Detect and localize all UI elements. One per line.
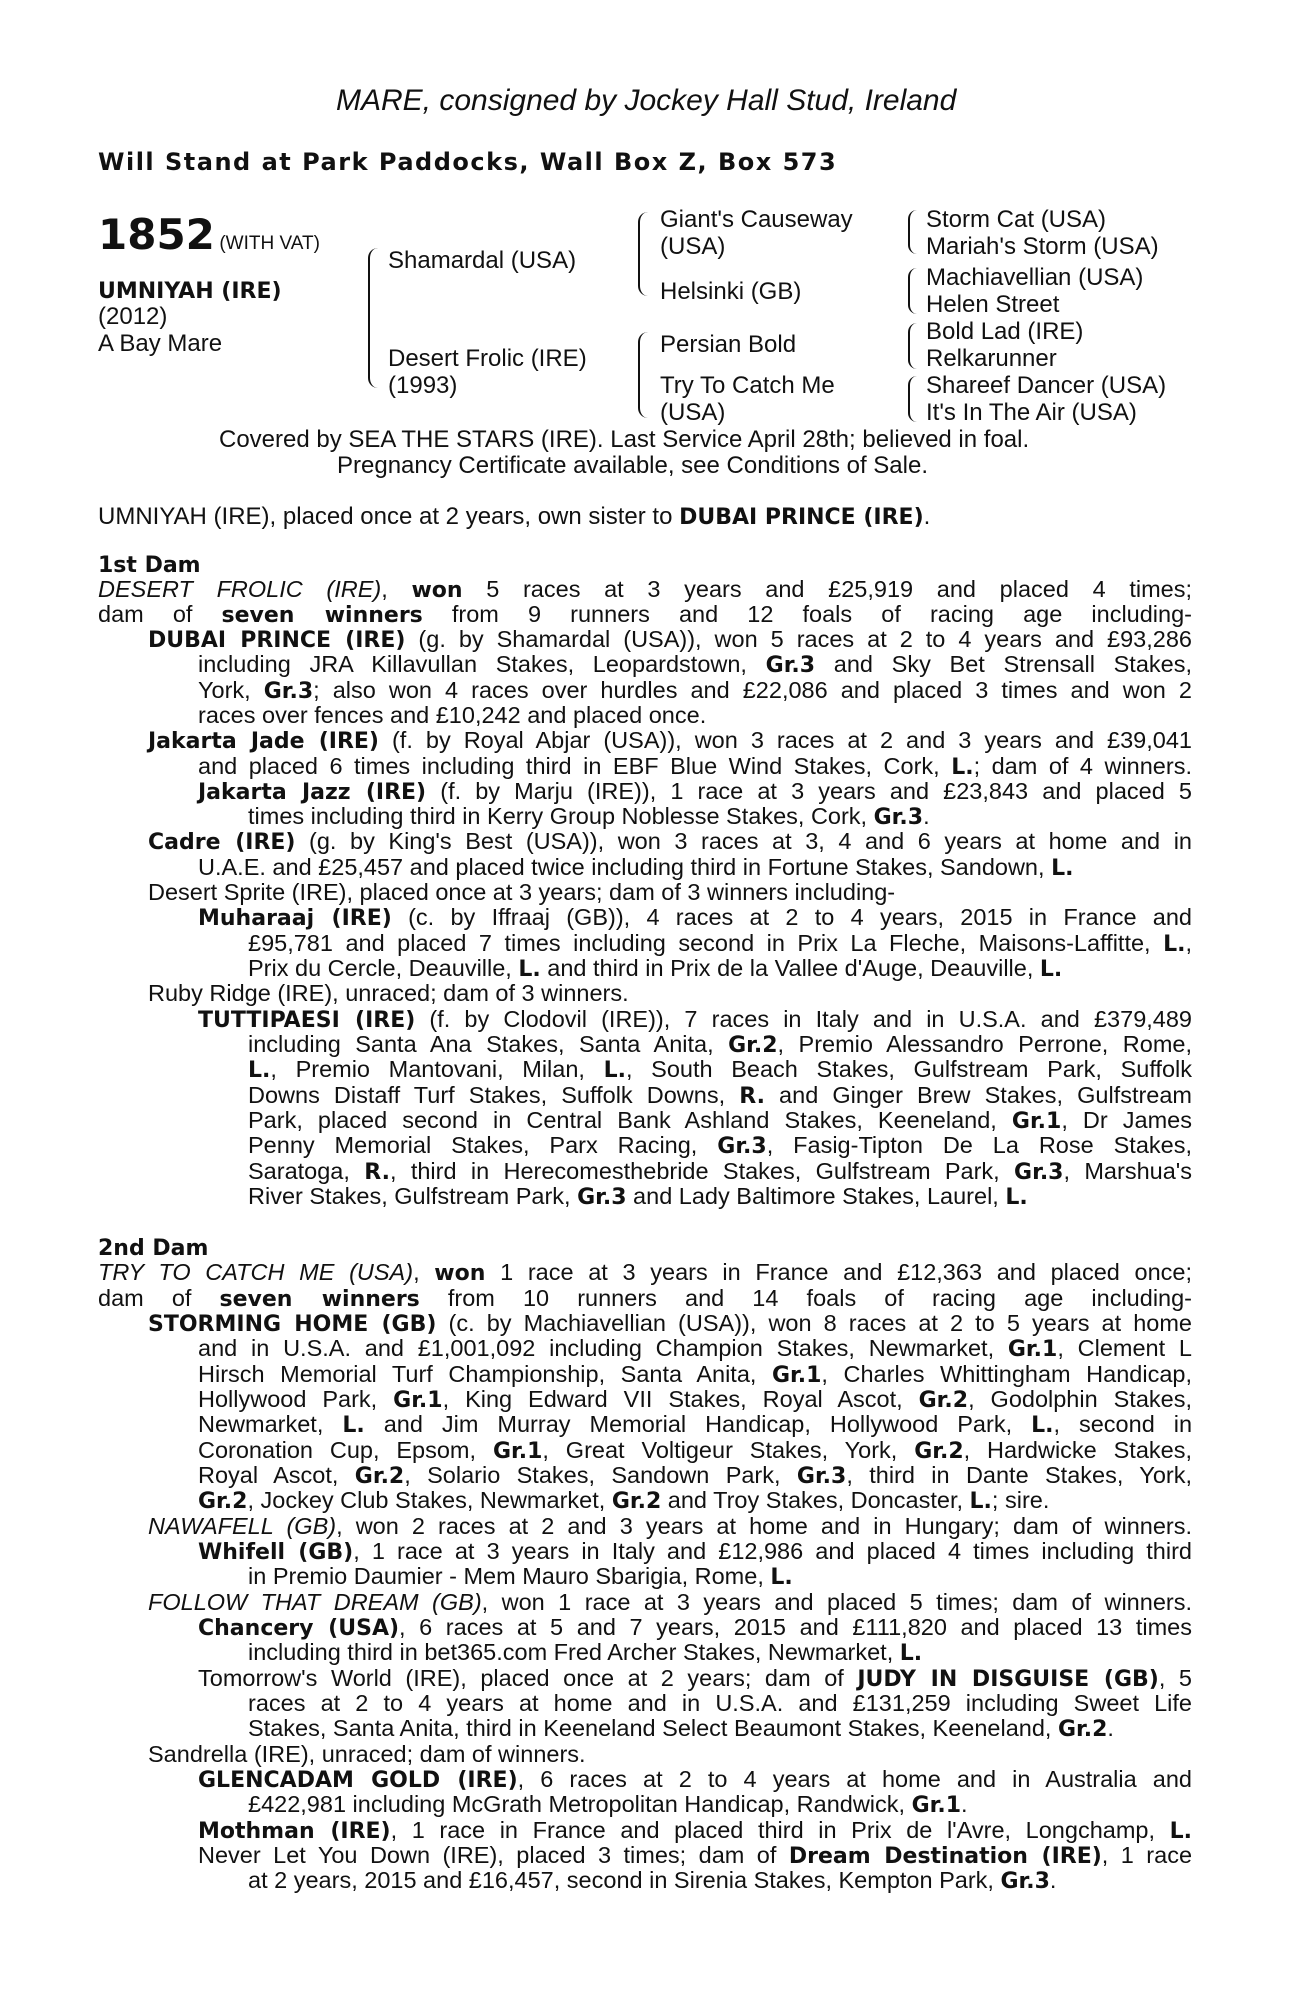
first-dam-line: including JRA Killavullan Stakes, Leopardstown, Gr.3 and Sky Bet Strensall Stakes, <box>198 651 1192 678</box>
first-dam-line: Muharaaj (IRE) (c. by Iffraaj (GB)), 4 races at 2 to 4 years, 2015 in France and <box>198 904 1192 931</box>
first-dam-line: DESERT FROLIC (IRE), won 5 races at 3 years and £25,919 and placed 4 times; <box>98 576 1192 603</box>
first-dam-line: Downs Distaff Turf Stakes, Suffolk Downs, R. and Ginger Brew Stakes, Gulfstream <box>248 1082 1193 1109</box>
second-dam-line: TRY TO CATCH ME (USA), won 1 race at 3 years in France and £12,363 and placed once; <box>98 1259 1193 1286</box>
pedigree-gen3-3: Machiavellian (USA) <box>926 264 1144 291</box>
sire-dam-brace <box>368 248 380 388</box>
second-dam-line: FOLLOW THAT DREAM (GB), won 1 race at 3 years and placed 5 times; dam of winners. <box>148 1589 1192 1615</box>
intro-end: . <box>923 503 931 530</box>
first-dam-line: River Stakes, Gulfstream Park, Gr.3 and Lady Baltimore Stakes, Laurel, L. <box>248 1183 1028 1210</box>
first-dam-line: £95,781 and placed 7 times including second in Prix La Fleche, Maisons-Laffitte, L., <box>248 930 1192 957</box>
covered-note: Covered by SEA THE STARS (IRE). Last Service April 28th; believed in foal. <box>219 426 1030 453</box>
second-dam-line: STORMING HOME (GB) (c. by Machiavellian (USA)), won 8 races at 2 to 5 years at home <box>148 1310 1192 1337</box>
first-dam-line: including Santa Ana Stakes, Santa Anita, Gr.2, Premio Alessandro Perrone, Rome, <box>248 1031 1192 1058</box>
grand-brace-2 <box>908 268 917 314</box>
second-dam-line: Whifell (GB), 1 race at 3 years in Italy and £12,986 and placed 4 times including third <box>198 1538 1192 1565</box>
intro-line <box>98 503 930 531</box>
second-dam-line: £422,981 including McGrath Metropolitan Handicap, Randwick, Gr.1. <box>248 1791 968 1818</box>
first-dam-line: Ruby Ridge (IRE), unraced; dam of 3 winners. <box>148 980 629 1006</box>
pedigree-sire-sire-country: (USA) <box>660 233 726 260</box>
grand-brace-3 <box>908 323 917 369</box>
vat-note: (WITH VAT) <box>219 233 320 254</box>
stand-location: Will Stand at Park Paddocks, Wall Box Z, Box 573 <box>98 148 838 176</box>
horse-name: UMNIYAH (IRE) <box>98 279 282 304</box>
grand-brace-4 <box>908 376 917 422</box>
pedigree-gen3-7: Shareef Dancer (USA) <box>926 372 1167 399</box>
first-dam-heading: 1st Dam <box>98 553 201 578</box>
lot-block <box>98 210 320 259</box>
horse-year: (2012) <box>98 303 168 330</box>
first-dam-line: Cadre (IRE) (g. by King's Best (USA)), won 3 races at 3, 4 and 6 years at home and in <box>148 828 1192 855</box>
second-dam-line: dam of seven winners from 10 runners and 14 foals of racing age including- <box>98 1285 1193 1312</box>
intro-text: UMNIYAH (IRE), placed once at 2 years, own sister to <box>98 503 680 530</box>
first-dam-line: Desert Sprite (IRE), placed once at 3 years; dam of 3 winners including- <box>148 879 896 905</box>
pedigree-gen3-5: Bold Lad (IRE) <box>926 318 1084 345</box>
second-dam-line: Mothman (IRE), 1 race in France and placed third in Prix de l'Avre, Longchamp, L. <box>198 1817 1192 1844</box>
second-dam-heading: 2nd Dam <box>98 1236 209 1261</box>
pedigree-sire-dam: Helsinki (GB) <box>660 278 802 305</box>
second-dam-line: Hollywood Park, Gr.1, King Edward VII Stakes, Royal Ascot, Gr.2, Godolphin Stakes, <box>198 1386 1192 1413</box>
pedigree-dam-sire: Persian Bold <box>660 331 797 358</box>
second-dam-line: and in U.S.A. and £1,001,092 including Champion Stakes, Newmarket, Gr.1, Clement L <box>198 1335 1192 1362</box>
pedigree-gen3-6: Relkarunner <box>926 345 1057 372</box>
second-dam-line: Newmarket, L. and Jim Murray Memorial Handicap, Hollywood Park, L., second in <box>198 1411 1193 1438</box>
first-dam-line: races over fences and £10,242 and placed once. <box>198 702 707 728</box>
second-dam-line: Sandrella (IRE), unraced; dam of winners. <box>148 1741 586 1767</box>
first-dam-line: Prix du Cercle, Deauville, L. and third in Prix de la Vallee d'Auge, Deauville, L. <box>248 955 1063 982</box>
first-dam-line: Park, placed second in Central Bank Ashland Stakes, Keeneland, Gr.1, Dr James <box>248 1107 1192 1134</box>
second-dam-line: at 2 years, 2015 and £16,457, second in Sirenia Stakes, Kempton Park, Gr.3. <box>248 1867 1057 1894</box>
second-dam-line: Coronation Cup, Epsom, Gr.1, Great Voltigeur Stakes, York, Gr.2, Hardwicke Stakes, <box>198 1437 1193 1464</box>
second-dam-line: Tomorrow's World (IRE), placed once at 2 years; dam of JUDY IN DISGUISE (GB), 5 <box>198 1665 1192 1692</box>
intro-bold: DUBAI PRINCE (IRE) <box>679 505 924 530</box>
first-dam-line: York, Gr.3; also won 4 races over hurdles and £22,086 and placed 3 times and won 2 <box>198 677 1192 704</box>
first-dam-line: Saratoga, R., third in Herecomesthebride Stakes, Gulfstream Park, Gr.3, Marshua's <box>248 1158 1193 1185</box>
second-dam-line: in Premio Daumier - Mem Mauro Sbarigia, Rome, L. <box>248 1563 793 1590</box>
page-title: MARE, consigned by Jockey Hall Stud, Ireland <box>336 84 957 117</box>
second-dam-line: Chancery (USA), 6 races at 5 and 7 years, 2015 and £111,820 and placed 13 times <box>198 1614 1192 1641</box>
grand-brace-1 <box>908 210 917 254</box>
first-dam-line: Jakarta Jade (IRE) (f. by Royal Abjar (USA)), won 3 races at 2 and 3 years and £39,041 <box>148 727 1192 754</box>
dam-line-brace <box>638 332 648 418</box>
second-dam-line: Stakes, Santa Anita, third in Keeneland Select Beaumont Stakes, Keeneland, Gr.2. <box>248 1715 1114 1742</box>
pedigree-gen3-1: Storm Cat (USA) <box>926 206 1107 233</box>
pedigree-sire: Shamardal (USA) <box>388 247 577 274</box>
second-dam-line: Gr.2, Jockey Club Stakes, Newmarket, Gr.2 and Troy Stakes, Doncaster, L.; sire. <box>198 1487 1050 1514</box>
second-dam-line: NAWAFELL (GB), won 2 races at 2 and 3 years at home and in Hungary; dam of winners. <box>148 1513 1193 1539</box>
pedigree-dam-year: (1993) <box>388 372 458 399</box>
sire-line-brace <box>638 212 648 296</box>
first-dam-line: Jakarta Jazz (IRE) (f. by Marju (IRE)), 1 race at 3 years and £23,843 and placed 5 <box>198 778 1192 805</box>
pedigree-gen3-2: Mariah's Storm (USA) <box>926 233 1159 260</box>
pedigree-sire-sire: Giant's Causeway <box>660 206 853 233</box>
first-dam-line: Penny Memorial Stakes, Parx Racing, Gr.3, Fasig-Tipton De La Rose Stakes, <box>248 1132 1192 1159</box>
second-dam-line: races at 2 to 4 years at home and in U.S.A. and £131,259 including Sweet Life <box>248 1690 1192 1716</box>
pregnancy-note: Pregnancy Certificate available, see Conditions of Sale. <box>337 452 928 479</box>
first-dam-line: DUBAI PRINCE (IRE) (g. by Shamardal (USA)), won 5 races at 2 to 4 years and £93,286 <box>148 626 1192 653</box>
first-dam-line: and placed 6 times including third in EBF Blue Wind Stakes, Cork, L.; dam of 4 winners. <box>198 753 1192 780</box>
pedigree-gen3-8: It's In The Air (USA) <box>926 399 1137 426</box>
first-dam-line: U.A.E. and £25,457 and placed twice including third in Fortune Stakes, Sandown, L. <box>198 854 1074 881</box>
pedigree-dam-dam-country: (USA) <box>660 399 726 426</box>
second-dam-line: Hirsch Memorial Turf Championship, Santa Anita, Gr.1, Charles Whittingham Handicap, <box>198 1361 1193 1388</box>
first-dam-line: TUTTIPAESI (IRE) (f. by Clodovil (IRE)), 7 races in Italy and in U.S.A. and £379,489 <box>198 1006 1192 1033</box>
second-dam-line: GLENCADAM GOLD (IRE), 6 races at 2 to 4 years at home and in Australia and <box>198 1766 1193 1793</box>
pedigree-dam-dam: Try To Catch Me <box>660 372 835 399</box>
first-dam-line: dam of seven winners from 9 runners and 12 foals of racing age including- <box>98 601 1192 628</box>
horse-description: A Bay Mare <box>98 330 223 357</box>
pedigree-dam: Desert Frolic (IRE) <box>388 345 587 372</box>
first-dam-line: L., Premio Mantovani, Milan, L., South Beach Stakes, Gulfstream Park, Suffolk <box>248 1056 1192 1083</box>
second-dam-line: Royal Ascot, Gr.2, Solario Stakes, Sandown Park, Gr.3, third in Dante Stakes, York, <box>198 1462 1192 1489</box>
second-dam-line: Never Let You Down (IRE), placed 3 times; dam of Dream Destination (IRE), 1 race <box>198 1842 1193 1869</box>
lot-number: 1852 <box>98 210 215 259</box>
pedigree-gen3-4: Helen Street <box>926 291 1060 318</box>
second-dam-line: including third in bet365.com Fred Archer Stakes, Newmarket, L. <box>248 1639 923 1666</box>
first-dam-line: times including third in Kerry Group Noblesse Stakes, Cork, Gr.3. <box>248 803 930 830</box>
